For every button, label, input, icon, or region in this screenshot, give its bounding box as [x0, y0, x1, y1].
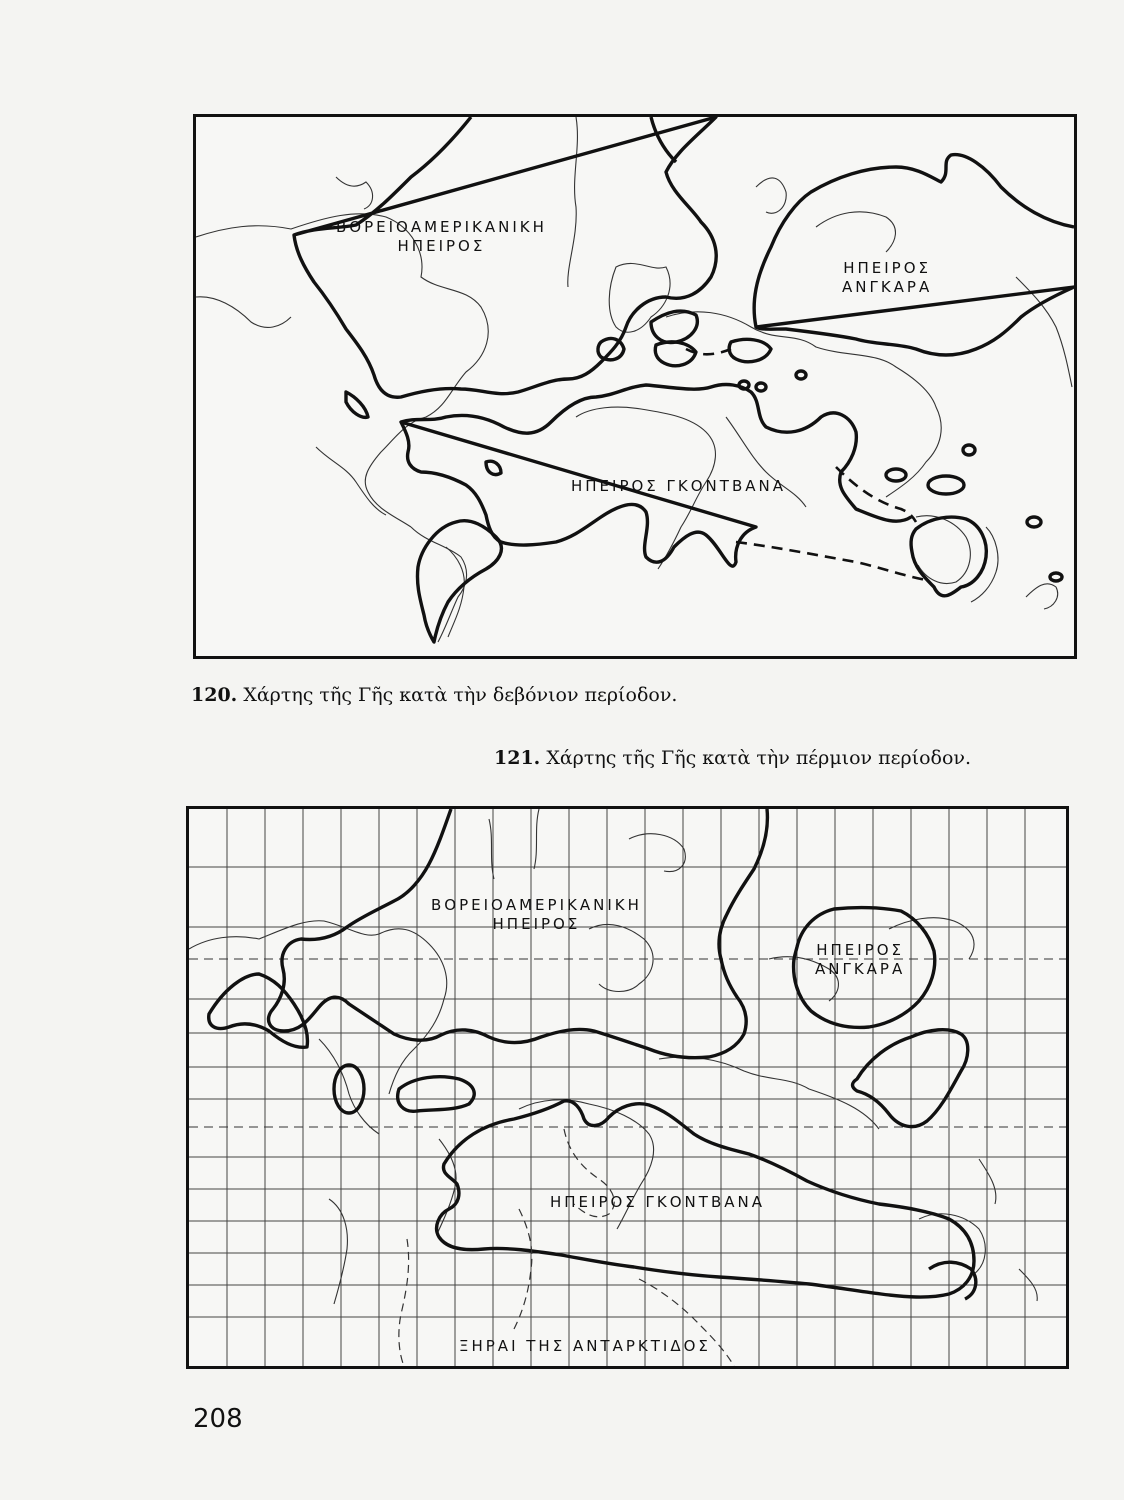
permian-north-america-label — [431, 896, 642, 934]
devonian-map-caption — [191, 684, 677, 706]
devonian-angara-label — [842, 259, 932, 297]
permian-angara-label — [815, 941, 905, 979]
devonian-north-america-label — [336, 218, 547, 256]
devonian-map — [193, 114, 1077, 659]
south-america-outline — [417, 521, 501, 642]
label-line-2: ΗΠΕΙΡΟΣ — [492, 915, 581, 933]
label-line-2: ΗΠΕΙΡΟΣ — [397, 237, 486, 255]
paleo-continent-outlines — [294, 117, 1074, 642]
permian-gondwana-label — [550, 1193, 765, 1212]
angara-continent-outline — [754, 155, 1074, 355]
permian-map — [186, 806, 1069, 1369]
permian-map-caption — [494, 747, 971, 769]
north-american-continent-outline — [294, 117, 716, 397]
label-line-2: ΑΝΓΚΑΡΑ — [815, 960, 906, 978]
caption-text: Χάρτης τῆς Γῆς κατὰ τὴν πέρμιον περίοδον. — [546, 747, 972, 769]
caption-number: 120. — [191, 684, 238, 706]
modern-coastlines — [196, 117, 1072, 642]
label-line-1: ΗΠΕΙΡΟΣ — [816, 941, 905, 959]
label-text: ΗΠΕΙΡΟΣ ΓΚΟΝΤΒΑΝΑ — [550, 1193, 765, 1211]
permian-antarctica-label — [459, 1337, 711, 1356]
caption-number: 121. — [494, 747, 541, 769]
map-graticule — [189, 809, 1066, 1366]
label-line-1: ΒΟΡΕΙΟΑΜΕΡΙΚΑΝΙΚΗ — [336, 218, 547, 236]
label-line-1: ΗΠΕΙΡΟΣ — [843, 259, 932, 277]
label-text: ΗΠΕΙΡΟΣ ΓΚΟΝΤΒΑΝΑ — [571, 477, 786, 495]
label-line-1: ΒΟΡΕΙΟΑΜΕΡΙΚΑΝΙΚΗ — [431, 896, 642, 914]
modern-coastlines — [189, 809, 1037, 1304]
caption-text: Χάρτης τῆς Γῆς κατὰ τὴν δεβόνιον περίοδον. — [243, 684, 678, 706]
devonian-gondwana-label — [571, 477, 786, 496]
paleo-continent-outlines — [209, 809, 976, 1366]
permian-map-drawing — [189, 809, 1066, 1366]
label-text: ΞΗΡΑΙ ΤΗΣ ΑΝΤΑΡΚΤΙΔΟΣ — [459, 1337, 711, 1355]
page-number: 208 — [193, 1404, 243, 1434]
devonian-map-drawing — [196, 117, 1074, 656]
label-line-2: ΑΝΓΚΑΡΑ — [842, 278, 933, 296]
